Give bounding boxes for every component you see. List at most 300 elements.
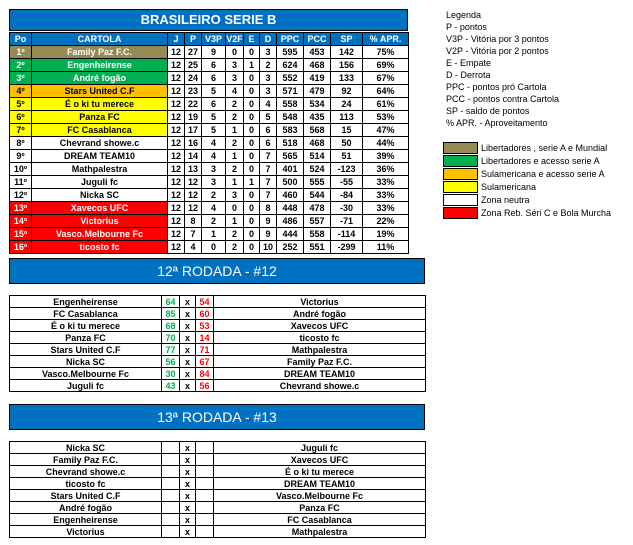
zone-legend-item [443,206,611,219]
versus-mark: x [180,466,196,478]
zone-label: Zona neutra [481,194,530,205]
team-name: Family Paz F.C. [32,46,168,59]
table-cell: 5 [202,111,226,124]
table-cell: 23 [185,85,202,98]
table-cell: 558 [304,228,331,241]
table-cell: 24 [331,98,363,111]
column-header: E [244,33,260,46]
table-cell: 479 [304,85,331,98]
table-cell: 64% [363,85,409,98]
away-score [196,454,214,466]
column-header: CARTOLA [32,33,168,46]
table-cell: 3 [226,189,244,202]
home-score [162,514,180,526]
legend-line: P - pontos [446,22,487,32]
table-cell: 0 [244,85,260,98]
home-team: Engenheirense [10,514,162,526]
versus-mark: x [180,454,196,466]
zone-swatch [443,155,478,167]
table-cell: 12 [168,176,185,189]
table-cell: 568 [304,124,331,137]
column-header: V2F [226,33,243,44]
table-cell: 13º [10,202,32,215]
away-score: 56 [196,380,214,392]
legend-line: % APR. - Aproveitamento [446,118,548,128]
zone-label: Sulamericana e acesso serie A [481,168,605,179]
versus-mark: x [180,332,196,344]
away-team: Xavecos UFC [214,320,426,332]
table-cell: 14º [10,215,32,228]
home-team: É o ki tu merece [10,320,162,332]
match-row [10,478,426,490]
table-cell: 3 [226,59,244,72]
table-cell: 14 [185,150,202,163]
away-score: 53 [196,320,214,332]
standings-row [10,202,409,215]
home-team: Vasco.Melbourne Fc [10,368,162,380]
table-cell: 12 [168,163,185,176]
match-row [10,526,426,538]
table-cell: 2 [226,241,244,254]
table-cell: 15º [10,228,32,241]
away-team: Chevrand showe.c [214,380,426,392]
table-cell: 6 [260,124,277,137]
team-name: Vasco.Melbourne Fc [32,228,168,241]
match-row [10,466,426,478]
table-cell: 12 [168,46,185,59]
table-cell: 552 [277,72,304,85]
table-cell: 51 [331,150,363,163]
table-cell: 12 [168,98,185,111]
match-row [10,368,426,380]
match-row [10,344,426,356]
table-cell: 468 [304,137,331,150]
home-team: Family Paz F.C. [10,454,162,466]
standings-row [10,46,409,59]
table-cell: 2 [226,111,244,124]
table-cell: 11º [10,176,32,189]
table-cell: 1 [226,176,244,189]
table-cell: 551 [304,241,331,254]
versus-mark: x [180,502,196,514]
table-cell: 8º [10,137,32,150]
table-cell: 2º [10,59,32,72]
match-row [10,502,426,514]
table-cell: 69% [363,59,409,72]
away-team: Mathpalestra [214,344,426,356]
standings-row [10,163,409,176]
table-cell: 33% [363,176,409,189]
away-score: 84 [196,368,214,380]
table-cell: 9 [260,228,277,241]
away-score [196,466,214,478]
standings-row [10,111,409,124]
home-score [162,502,180,514]
away-team: DREAM TEAM10 [214,368,426,380]
home-team: Stars United C.F [10,490,162,502]
table-cell: 252 [277,241,304,254]
table-cell: 24 [185,72,202,85]
table-cell: 486 [277,215,304,228]
zone-legend-item [443,154,611,167]
table-cell: 2 [260,59,277,72]
table-cell: 0 [244,111,260,124]
away-team: Victorius [214,296,426,308]
legend-line: V2P - Vitória por 2 pontos [446,46,549,56]
column-header: SP [331,33,363,46]
table-cell: 401 [277,163,304,176]
table-cell: 0 [244,124,260,137]
column-header: Po [10,33,32,46]
versus-mark: x [180,368,196,380]
table-cell: 478 [304,202,331,215]
home-team: Nicka SC [10,356,162,368]
table-cell: 2 [226,163,244,176]
away-team: Panza FC [214,502,426,514]
column-header: J [168,33,185,46]
legend-line: PCC - pontos contra Cartola [446,94,560,104]
table-cell: 16º [10,241,32,254]
legend-line: V3P - Vitória por 3 pontos [446,34,549,44]
away-score: 14 [196,332,214,344]
table-cell: 12º [10,189,32,202]
table-cell: 12 [168,189,185,202]
table-cell: 7 [260,176,277,189]
round-13-title: 13ª RODADA - #13 [9,404,425,430]
table-cell: 0 [244,202,260,215]
table-cell: 12 [168,241,185,254]
table-cell: 75% [363,46,409,59]
table-cell: 419 [304,72,331,85]
table-cell: 514 [304,150,331,163]
table-cell: 6 [202,72,226,85]
home-team: Victorius [10,526,162,538]
table-cell: 555 [304,176,331,189]
table-cell: 19 [185,111,202,124]
home-score: 77 [162,344,180,356]
away-team: DREAM TEAM10 [214,478,426,490]
team-name: É o ki tu merece [32,98,168,111]
column-header: P [185,33,202,46]
team-name: André fogão [32,72,168,85]
standings-row [10,241,409,254]
zone-swatch [443,194,478,206]
away-score [196,490,214,502]
team-name: Chevrand showe.c [32,137,168,150]
versus-mark: x [180,526,196,538]
table-cell: 4 [260,98,277,111]
away-score [196,442,214,454]
away-score: 54 [196,296,214,308]
table-cell: 0 [244,163,260,176]
table-cell: 7º [10,124,32,137]
table-cell: 3 [226,72,244,85]
away-team: Juguli fc [214,442,426,454]
column-header: PPC [277,33,304,46]
zone-legend-item [443,193,611,206]
table-cell: 92 [331,85,363,98]
standings-row [10,150,409,163]
table-cell: 50 [331,137,363,150]
table-cell: 2 [226,98,244,111]
table-cell: 156 [331,59,363,72]
standings-row [10,228,409,241]
standings-header-row [10,33,409,46]
away-team: André fogão [214,308,426,320]
away-team: FC Casablanca [214,514,426,526]
table-cell: -84 [331,189,363,202]
table-cell: -55 [331,176,363,189]
column-header: V3P [202,33,226,46]
match-row [10,356,426,368]
standings-row [10,72,409,85]
home-score: 30 [162,368,180,380]
standings-row [10,124,409,137]
match-row [10,308,426,320]
away-team: Mathpalestra [214,526,426,538]
table-cell: 12 [168,202,185,215]
home-score: 56 [162,356,180,368]
table-cell: 0 [244,189,260,202]
table-cell: 0 [244,98,260,111]
table-cell: 61% [363,98,409,111]
table-cell: 53% [363,111,409,124]
match-row [10,442,426,454]
table-cell: 12 [168,72,185,85]
match-row [10,454,426,466]
zone-legend-item [443,141,611,154]
table-cell: 0 [202,241,226,254]
table-cell: 11% [363,241,409,254]
standings-row [10,98,409,111]
away-score: 60 [196,308,214,320]
table-cell: -30 [331,202,363,215]
away-team: Xavecos UFC [214,454,426,466]
away-score: 71 [196,344,214,356]
table-cell: 0 [244,215,260,228]
home-score [162,526,180,538]
table-cell: 4 [202,150,226,163]
versus-mark: x [180,380,196,392]
team-name: FC Casablanca [32,124,168,137]
table-cell: 113 [331,111,363,124]
table-cell: 6º [10,111,32,124]
home-team: Panza FC [10,332,162,344]
versus-mark: x [180,356,196,368]
match-row [10,296,426,308]
team-name: Stars United C.F [32,85,168,98]
table-cell: 4º [10,85,32,98]
match-row [10,514,426,526]
table-cell: 534 [304,98,331,111]
table-cell: 47% [363,124,409,137]
table-cell: 548 [277,111,304,124]
column-header: D [260,33,277,46]
away-score [196,514,214,526]
standings-title: BRASILEIRO SERIE B [9,9,408,31]
table-cell: 12 [168,228,185,241]
table-cell: 19% [363,228,409,241]
table-cell: 142 [331,46,363,59]
table-cell: 10º [10,163,32,176]
standings-row [10,137,409,150]
table-cell: 0 [244,228,260,241]
table-cell: -114 [331,228,363,241]
table-cell: 1 [226,215,244,228]
table-cell: 25 [185,59,202,72]
versus-mark: x [180,514,196,526]
column-header: % APR. [363,33,409,46]
table-cell: 67% [363,72,409,85]
table-cell: 7 [185,228,202,241]
legend-line: PPC - pontos pró Cartola [446,82,547,92]
table-cell: 33% [363,189,409,202]
zone-label: Sulamericana [481,181,537,192]
table-cell: 7 [260,150,277,163]
zone-swatch [443,168,478,180]
home-score [162,490,180,502]
match-row [10,490,426,502]
table-cell: 1º [10,46,32,59]
table-cell: 2 [202,189,226,202]
table-cell: 13 [185,163,202,176]
zone-label: Libertadores e acesso serie A [481,155,600,166]
legend-line: Legenda [446,10,482,20]
away-score [196,502,214,514]
table-cell: -123 [331,163,363,176]
table-cell: 0 [244,150,260,163]
table-cell: 2 [202,215,226,228]
team-name: ticosto fc [32,241,168,254]
table-cell: 518 [277,137,304,150]
table-cell: 9º [10,150,32,163]
home-score: 68 [162,320,180,332]
home-team: Nicka SC [10,442,162,454]
home-score [162,466,180,478]
away-team: É o ki tu merece [214,466,426,478]
versus-mark: x [180,344,196,356]
home-score: 85 [162,308,180,320]
table-cell: 595 [277,46,304,59]
away-score [196,478,214,490]
table-cell: 12 [168,150,185,163]
table-cell: 8 [185,215,202,228]
table-cell: 12 [168,215,185,228]
table-cell: 22 [185,98,202,111]
table-cell: 9 [202,46,226,59]
match-row [10,320,426,332]
standings-row [10,215,409,228]
team-name: Nicka SC [32,189,168,202]
zone-swatch [443,181,478,193]
table-cell: -299 [331,241,363,254]
home-team: Stars United C.F [10,344,162,356]
versus-mark: x [180,308,196,320]
standings-row [10,85,409,98]
standings-row [10,59,409,72]
table-cell: 5 [202,124,226,137]
table-cell: 4 [226,85,244,98]
table-cell: 6 [202,59,226,72]
table-cell: 3 [260,46,277,59]
table-cell: 5 [202,85,226,98]
team-name: Mathpalestra [32,163,168,176]
table-cell: 0 [244,72,260,85]
away-team: Family Paz F.C. [214,356,426,368]
table-cell: 6 [260,137,277,150]
team-name: Xavecos UFC [32,202,168,215]
away-score: 67 [196,356,214,368]
team-name: Victorius [32,215,168,228]
home-team: Chevrand showe.c [10,466,162,478]
table-cell: 39% [363,150,409,163]
team-name: DREAM TEAM10 [32,150,168,163]
table-cell: 27 [185,46,202,59]
table-cell: 22% [363,215,409,228]
table-cell: 544 [304,189,331,202]
home-team: André fogão [10,502,162,514]
versus-mark: x [180,320,196,332]
table-cell: 435 [304,111,331,124]
table-cell: 0 [226,46,244,59]
standings-table [9,32,409,254]
table-cell: 583 [277,124,304,137]
table-cell: 448 [277,202,304,215]
table-cell: 4 [185,241,202,254]
table-cell: 2 [226,228,244,241]
table-cell: 17 [185,124,202,137]
zone-legend [443,141,611,219]
table-cell: 3 [260,85,277,98]
round-13-table [9,441,426,538]
table-cell: 1 [202,228,226,241]
table-cell: 7 [260,163,277,176]
zone-swatch [443,207,478,219]
table-cell: 444 [277,228,304,241]
table-cell: 16 [185,137,202,150]
table-cell: 1 [244,176,260,189]
table-cell: 12 [185,189,202,202]
table-cell: 524 [304,163,331,176]
table-cell: 133 [331,72,363,85]
table-cell: 565 [277,150,304,163]
table-cell: 1 [244,59,260,72]
table-cell: 36% [363,163,409,176]
table-cell: 557 [304,215,331,228]
table-cell: 12 [185,176,202,189]
table-cell: 500 [277,176,304,189]
zone-legend-item [443,167,611,180]
table-cell: 0 [226,202,244,215]
table-cell: 0 [244,46,260,59]
table-cell: -71 [331,215,363,228]
table-cell: 4 [202,137,226,150]
versus-mark: x [180,442,196,454]
home-team: Juguli fc [10,380,162,392]
table-cell: 6 [202,98,226,111]
round-12-table [9,295,426,392]
table-cell: 3 [260,72,277,85]
round-12-title: 12ª RODADA - #12 [9,258,425,284]
column-header: PCC [304,33,331,46]
zone-legend-item [443,180,611,193]
table-cell: 15 [331,124,363,137]
match-row [10,332,426,344]
legend-line: E - Empate [446,58,492,68]
away-score [196,526,214,538]
table-cell: 0 [244,241,260,254]
versus-mark: x [180,490,196,502]
